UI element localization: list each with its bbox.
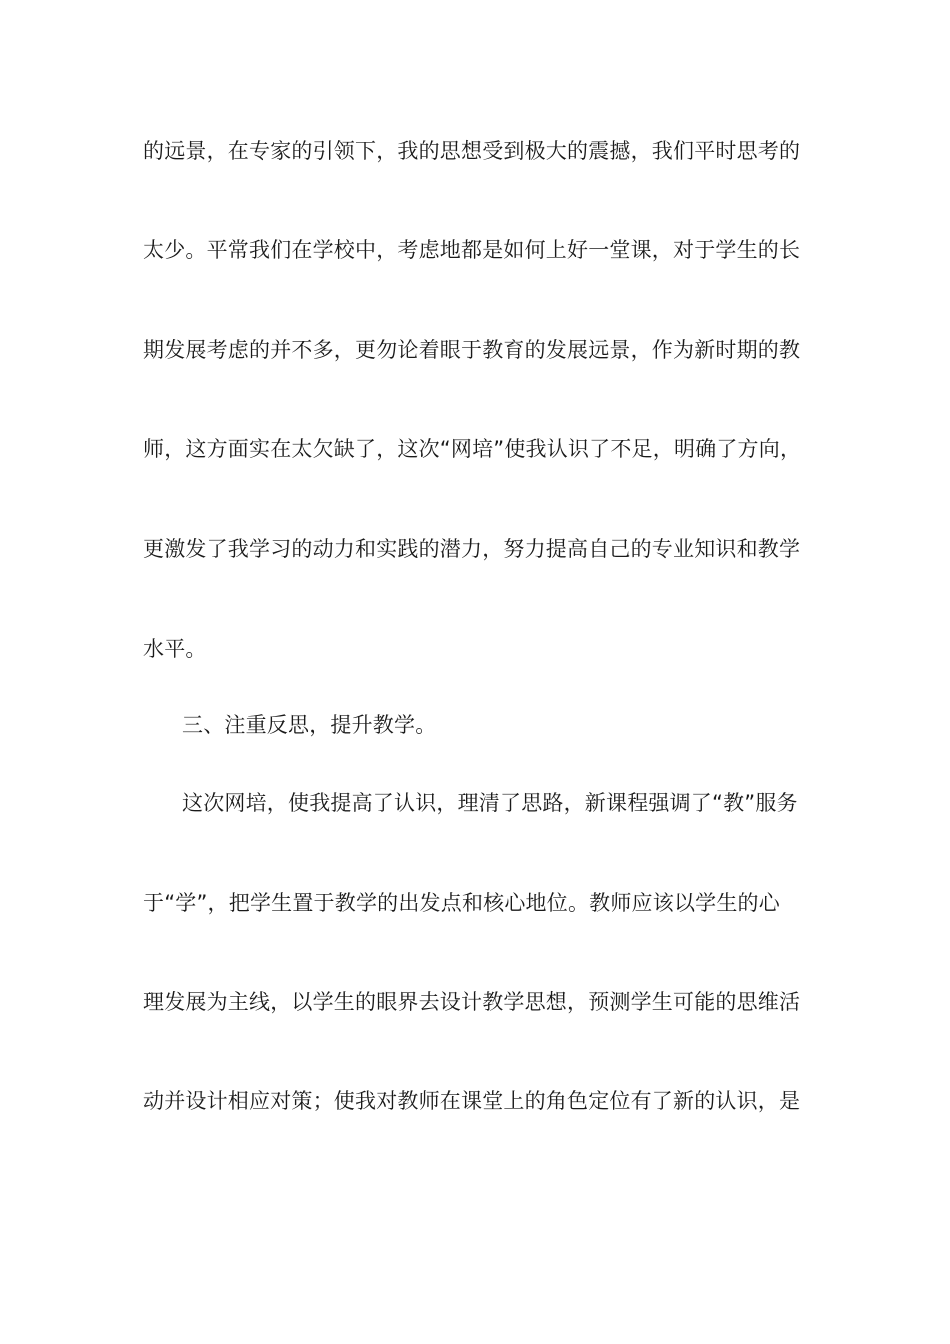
paragraph-1-line-3: 期发展考虑的并不多，更勿论着眼于教育的发展远景，作为新时期的教 <box>143 338 801 362</box>
paragraph-1-line-5: 更激发了我学习的动力和实践的潜力，努力提高自己的专业知识和教学 <box>143 537 801 561</box>
paragraph-2-line-1: 这次网培，使我提高了认识，理清了思路，新课程强调了“教”服务 <box>182 791 798 815</box>
paragraph-2-line-2: 于“学”，把学生置于教学的出发点和核心地位。教师应该以学生的心 <box>143 891 780 915</box>
paragraph-2-line-3: 理发展为主线，以学生的眼界去设计教学思想，预测学生可能的思维活 <box>143 990 801 1014</box>
paragraph-1-line-6: 水平。 <box>143 637 207 661</box>
section-heading: 三、注重反思，提升教学。 <box>182 713 437 737</box>
paragraph-2-line-4: 动并设计相应对策；使我对教师在课堂上的角色定位有了新的认识，是 <box>143 1089 801 1113</box>
paragraph-1-line-4: 师，这方面实在太欠缺了，这次“网培”使我认识了不足，明确了方向， <box>143 437 802 461</box>
paragraph-1-line-1: 的远景，在专家的引领下，我的思想受到极大的震撼，我们平时思考的 <box>143 139 801 163</box>
paragraph-1-line-2: 太少。平常我们在学校中，考虑地都是如何上好一堂课，对于学生的长 <box>143 238 801 262</box>
